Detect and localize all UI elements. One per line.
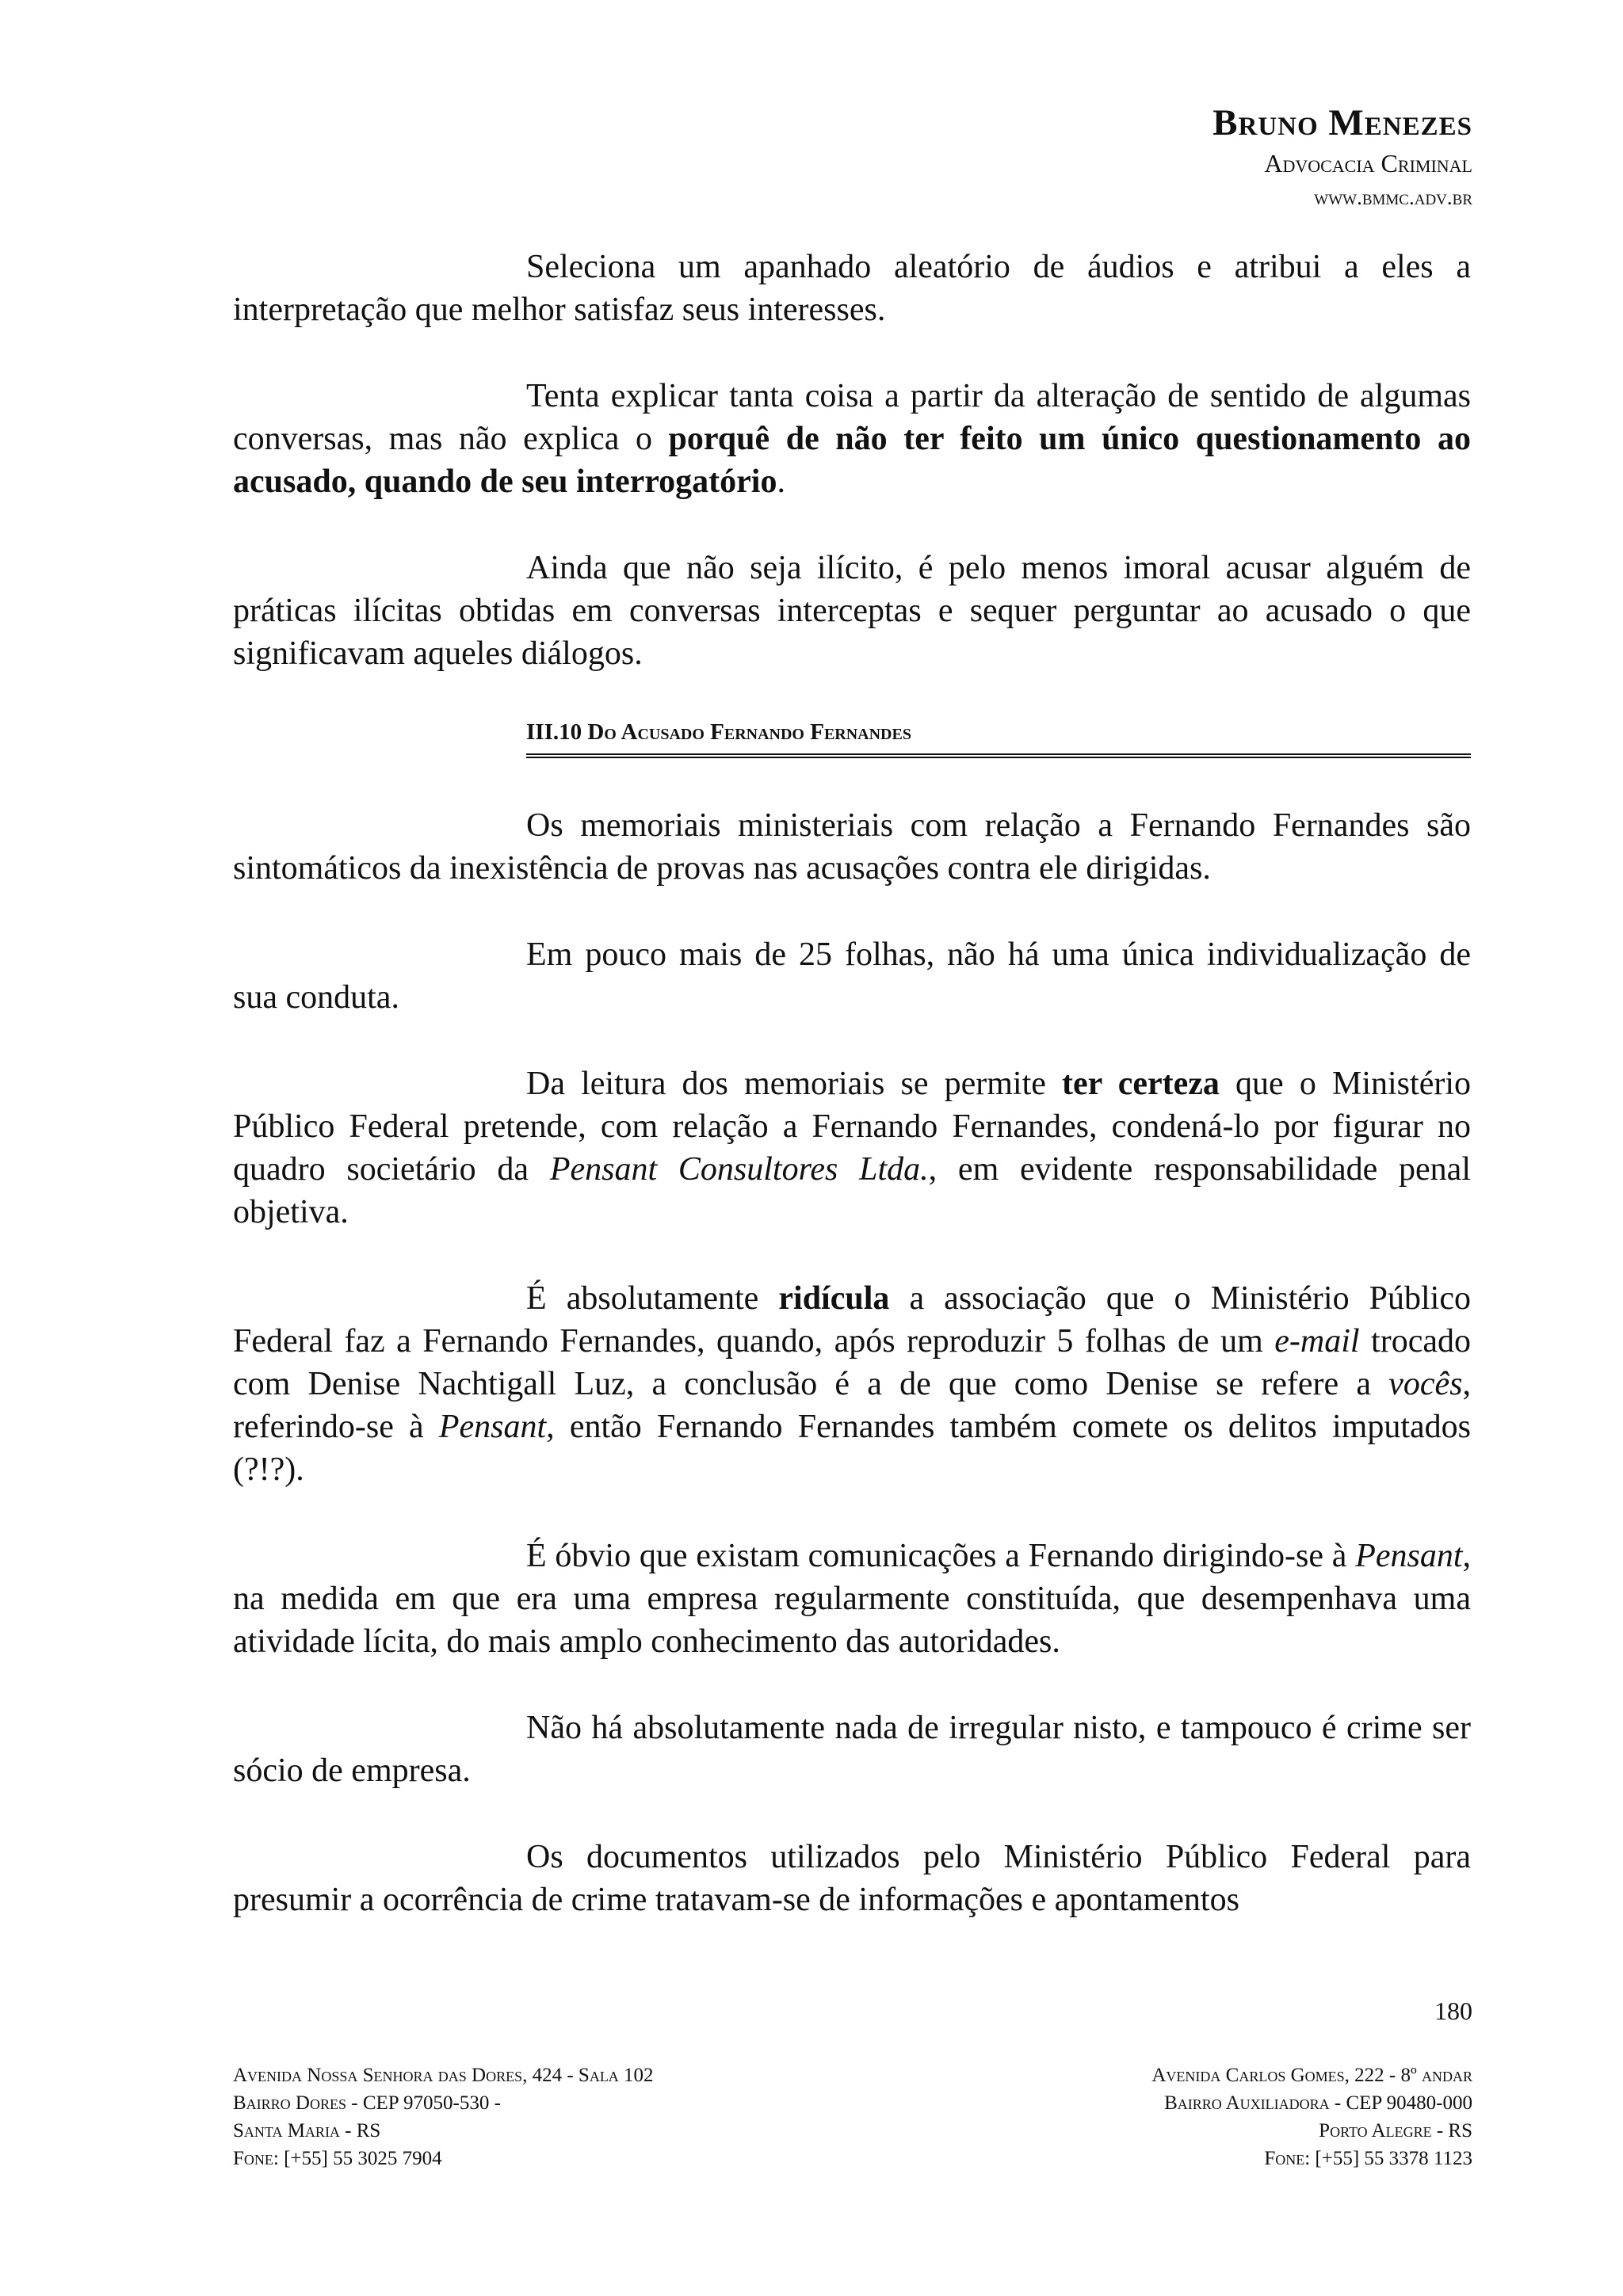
footer-line: Avenida Nossa Senhora das Dores, 424 - Sala 102 bbox=[233, 2065, 654, 2086]
paragraph bbox=[233, 375, 1471, 503]
text-run: . bbox=[777, 463, 785, 500]
italic-text: vocês bbox=[1388, 1365, 1463, 1402]
footer-line: Santa Maria - RS bbox=[233, 2120, 381, 2142]
italic-text: Pensant bbox=[438, 1408, 547, 1445]
bold-text: porquê de não ter feito um único questionamento ao acusado, quando de seu interrogatório bbox=[233, 421, 1471, 500]
text-run: , na medida em que era uma empresa regularmente constituída, que desempenhava uma atividade lícita, do mais amplo conhecimento das autoridades. bbox=[233, 1537, 1471, 1660]
letterhead bbox=[1212, 101, 1472, 212]
paragraph bbox=[233, 1277, 1471, 1491]
paragraph bbox=[233, 933, 1471, 1019]
footer-address-porto-alegre bbox=[1151, 2061, 1472, 2172]
text-run: , então Fernando Fernandes também comete os delitos imputados (?!?). bbox=[233, 1408, 1471, 1488]
footer-address-santa-maria bbox=[233, 2061, 654, 2172]
text-run: Não há absolutamente nada de irregular nisto, e tampouco é crime ser sócio de empresa. bbox=[233, 1709, 1471, 1789]
footer-line: Avenida Carlos Gomes, 222 - 8º andar bbox=[1151, 2065, 1472, 2086]
page-number: 180 bbox=[1434, 1997, 1472, 2025]
paragraph bbox=[233, 246, 1471, 331]
paragraph bbox=[233, 1836, 1471, 1921]
text-run: Tenta explicar tanta coisa a partir da alteração de sentido de algumas conversas, mas não explica o bbox=[233, 378, 1471, 457]
italic-text: Pensant bbox=[1355, 1537, 1463, 1574]
text-run: Seleciona um apanhado aleatório de áudios e atribui a eles a interpretação que melhor satisfaz seus interesses. bbox=[233, 249, 1471, 328]
text-run: Os documentos utilizados pelo Ministério Público Federal para presumir a ocorrência de crime tratavam-se de informações e apontamentos bbox=[233, 1838, 1471, 1918]
text-run: Ainda que não seja ilícito, é pelo menos imoral acusar alguém de práticas ilícitas obtidas em conversas interceptas e sequer perguntar ao acusado o que significavam aqueles diálogos. bbox=[233, 550, 1471, 672]
text-run: , em evidente responsabilidade penal objetiva. bbox=[233, 1150, 1471, 1230]
text-run: que o Ministério Público Federal pretende, com relação a Fernando Fernandes, condená-lo por figurar no quadro societário da bbox=[233, 1065, 1471, 1188]
paragraph bbox=[233, 1535, 1471, 1663]
text-run: Em pouco mais de 25 folhas, não há uma única individualização de sua conduta. bbox=[233, 936, 1471, 1016]
text-run: Os memoriais ministeriais com relação a Fernando Fernandes são sintomáticos da inexistência de provas nas acusações contra ele dirigidas. bbox=[233, 807, 1471, 887]
firm-name: Bruno Menezes bbox=[1212, 102, 1472, 143]
footer-line: Porto Alegre - RS bbox=[1319, 2120, 1472, 2142]
bold-text: ter certeza bbox=[1062, 1065, 1220, 1102]
footer-line: Fone: [+55] 55 3378 1123 bbox=[1264, 2148, 1472, 2169]
footer-line: Bairro Dores - CEP 97050-530 - bbox=[233, 2092, 501, 2114]
text-run: É absolutamente bbox=[526, 1280, 779, 1317]
paragraph bbox=[233, 1707, 1471, 1792]
section-heading: III.10 Do Acusado Fernando Fernandes bbox=[526, 719, 1471, 758]
text-run: É óbvio que existam comunicações a Fernando dirigindo-se à bbox=[526, 1537, 1356, 1574]
paragraph bbox=[233, 547, 1471, 675]
footer-line: Fone: [+55] 55 3025 7904 bbox=[233, 2148, 442, 2169]
italic-text: Pensant Consultores Ltda. bbox=[549, 1150, 929, 1188]
text-run: a associação que o Ministério Público Federal faz a Fernando Fernandes, quando, após reproduzir 5 folhas de um bbox=[233, 1280, 1471, 1360]
italic-text: e-mail bbox=[1274, 1322, 1360, 1360]
firm-subtitle: Advocacia Criminal bbox=[1264, 149, 1472, 178]
text-run: trocado com Denise Nachtigall Luz, a conclusão é a de que como Denise se refere a bbox=[233, 1322, 1471, 1402]
firm-website: www.bmmc.adv.br bbox=[1314, 185, 1472, 209]
paragraph bbox=[233, 1062, 1471, 1234]
document-body bbox=[233, 246, 1471, 1965]
footer-line: Bairro Auxiliadora - CEP 90480-000 bbox=[1164, 2092, 1472, 2114]
text-run: Da leitura dos memoriais se permite bbox=[526, 1065, 1063, 1102]
bold-text: ridícula bbox=[778, 1280, 890, 1317]
text-run: , referindo-se à bbox=[233, 1365, 1471, 1445]
paragraph bbox=[233, 804, 1471, 890]
